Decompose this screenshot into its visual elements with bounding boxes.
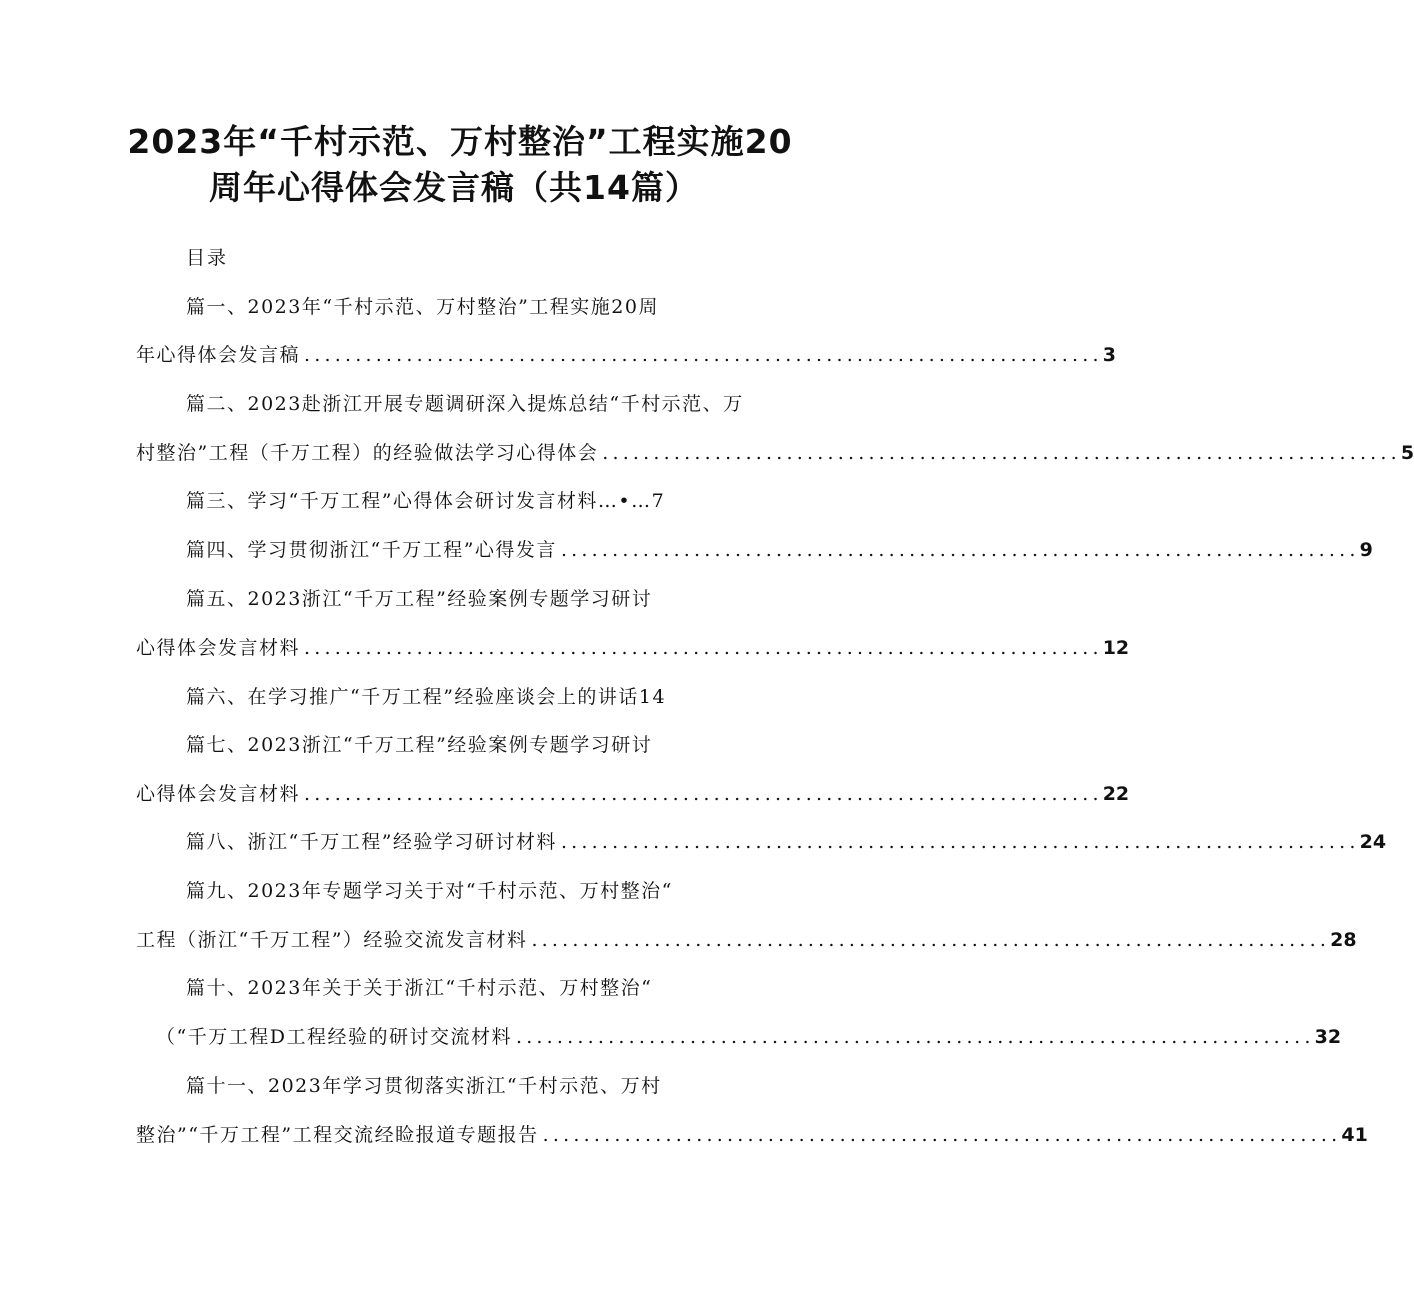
toc-page-number: 12 [1102,637,1130,659]
dot-leader: .............................................................................. [304,344,1103,366]
dot-leader: .............................................................................. [515,1026,1315,1048]
toc-entry-6[interactable]: 篇六、在学习推广“千万工程”经验座谈会上的讲话14 [186,686,667,708]
toc-heading: 目录 [186,247,229,269]
dot-leader: .............................................................................. [542,1124,1342,1146]
toc-page-number: 5 [1400,442,1414,464]
toc-page-number: 41 [1341,1124,1368,1146]
dot-leader: .............................................................................. [560,539,1360,561]
toc-entry-1-line2[interactable]: 年心得体会发言稿 .............................................................................. 3 [136,340,768,370]
toc-page-number: 22 [1102,783,1130,805]
toc-entry-2-line2[interactable]: 村整治”工程（千万工程）的经验做法学习心得体会 .............................................................................. 5 [136,438,778,468]
dot-leader: .............................................................................. [531,929,1331,951]
dot-leader: .............................................................................. [304,783,1103,805]
toc-page-number: 3 [1102,344,1116,366]
toc-page-number: 28 [1330,929,1357,951]
toc-entry-3[interactable]: 篇三、学习“千万工程”心得体会研讨发言材料…•…7 [186,490,666,512]
toc-entry-4[interactable]: 篇四、学习贯彻浙江“千万工程”心得发言 .............................................................................. 9 [186,535,768,565]
toc-entry-9-line1[interactable]: 篇九、2023年专题学习关于对“千村示范、万村整治“ [186,880,673,902]
toc-entry-5-line1[interactable]: 篇五、2023浙江“千万工程”经验案例专题学习研讨 [186,588,653,610]
toc-entry-8[interactable]: 篇八、浙江“千万工程”经验学习研讨材料 .............................................................................. 24 [186,827,768,857]
toc-entry-11-line1[interactable]: 篇十一、2023年学习贯彻落实浙江“千村示范、万村 [186,1075,662,1097]
toc-entry-10-line1[interactable]: 篇十、2023年关于关于浙江“千村示范、万村整治“ [186,977,653,999]
document-title-line2: 周年心得体会发言稿（共14篇） [209,168,699,207]
toc-entry-5-line2[interactable]: 心得体会发言材料 .............................................................................. 12 [136,633,768,663]
toc-page-number: 24 [1359,831,1387,853]
toc-page-number: 9 [1359,539,1373,561]
dot-leader: .............................................................................. [560,831,1360,853]
toc-entry-2-line1[interactable]: 篇二、2023赴浙江开展专题调研深入提炼总结“千村示范、万 [186,393,744,415]
document-title-line1: 2023年“千村示范、万村整治”工程实施20 [127,122,793,161]
toc-page-number: 32 [1314,1026,1342,1048]
dot-leader: .............................................................................. [602,442,1401,464]
toc-entry-10-line2[interactable]: （“千万工程D工程经验的研讨交流材料 .............................................................................. 32 [156,1022,768,1052]
toc-entry-11-line2[interactable]: 整治”“千万工程”工程交流经睑报道专题报告 .............................................................................. 41 [136,1120,766,1150]
dot-leader: .............................................................................. [304,637,1103,659]
toc-entry-1-line1[interactable]: 篇一、2023年“千村示范、万村整治”工程实施20周 [186,296,659,318]
toc-entry-7-line1[interactable]: 篇七、2023浙江“千万工程”经验案例专题学习研讨 [186,734,653,756]
toc-entry-9-line2[interactable]: 工程（浙江“千万工程”）经验交流发言材料 .............................................................................. 28 [136,925,768,955]
toc-entry-7-line2[interactable]: 心得体会发言材料 .............................................................................. 22 [136,779,768,809]
